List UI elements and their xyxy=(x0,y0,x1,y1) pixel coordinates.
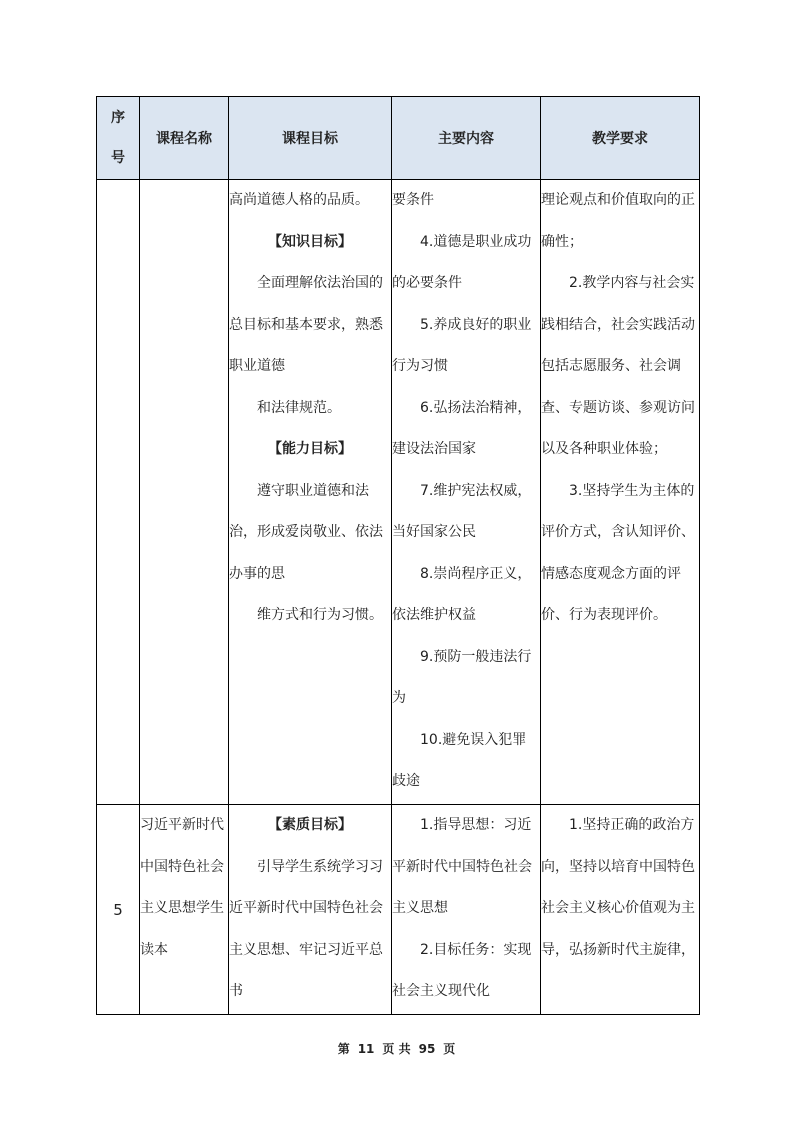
row1-content xyxy=(392,180,541,805)
row2-name: 习近平新时代中国特色社会主义思想学生读本 xyxy=(140,805,229,1015)
row1-content-item: 4.道德是职业成功的必要条件 xyxy=(392,233,532,291)
page-footer xyxy=(0,1040,793,1057)
course-table xyxy=(96,96,700,1015)
row1-goal-knowledge-heading: 【知识目标】 xyxy=(268,233,352,250)
row1-goal-p4: 遵守职业道德和法治，形成爱岗敬业、依法办事的思 xyxy=(229,482,383,582)
table-row xyxy=(97,180,700,805)
header-main-content: 主要内容 xyxy=(392,97,541,180)
row1-req-item: 2.教学内容与社会实践相结合，社会实践活动包括志愿服务、社会调查、专题访谈、参观访问以及各种职业体验； xyxy=(541,275,695,457)
row2-goal-p1: 引导学生系统学习习近平新时代中国特色社会主义思想、牢记习近平总书 xyxy=(229,858,383,999)
row1-content-item: 6.弘扬法治精神，建设法治国家 xyxy=(392,399,532,457)
row2-req xyxy=(541,805,700,1015)
row1-goal-p1: 高尚道德人格的品质。 xyxy=(229,192,369,208)
row1-goal-p2: 全面理解依法治国的总目标和基本要求，熟悉职业道德 xyxy=(229,275,383,374)
header-teaching-req: 教学要求 xyxy=(541,97,700,180)
header-course-name: 课程名称 xyxy=(140,97,229,180)
header-course-goal: 课程目标 xyxy=(229,97,392,180)
header-seq xyxy=(97,97,140,180)
row2-req-item: 1.坚持正确的政治方向，坚持以培育中国特色社会主义核心价值观为主导，弘扬新时代主旋律， xyxy=(541,817,695,958)
row1-content-item: 7.维护宪法权威，当好国家公民 xyxy=(392,482,532,540)
row2-content-item: 1.指导思想：习近平新时代中国特色社会主义思想 xyxy=(392,817,532,916)
row1-content-item: 9.预防一般违法行为 xyxy=(392,648,532,706)
row1-goal-p3: 和法律规范。 xyxy=(257,399,341,416)
row1-content-item: 要条件 xyxy=(392,192,434,208)
row1-seq xyxy=(97,180,140,805)
row2-goal-quality-heading: 【素质目标】 xyxy=(268,817,352,833)
row2-content xyxy=(392,805,541,1015)
row1-goal xyxy=(229,180,392,805)
row1-req xyxy=(541,180,700,805)
row1-req-item: 3.坚持学生为主体的评价方式，含认知评价、情感态度观念方面的评价、行为表现评价。 xyxy=(541,482,695,623)
row2-goal xyxy=(229,805,392,1015)
footer-prefix: 第 xyxy=(337,1042,350,1056)
row1-content-item: 8.崇尚程序正义，依法维护权益 xyxy=(392,565,532,623)
footer-page-number: 11 xyxy=(357,1042,375,1056)
row1-goal-ability-heading: 【能力目标】 xyxy=(268,441,352,457)
footer-total-pages: 95 xyxy=(418,1042,436,1056)
row1-req-item: 理论观点和价值取向的正确性； xyxy=(541,192,695,250)
row2-seq: 5 xyxy=(97,805,140,1015)
table-row xyxy=(97,805,700,1015)
row1-content-item: 10.避免误入犯罪歧途 xyxy=(392,731,527,789)
header-seq-line2: 号 xyxy=(111,150,125,166)
footer-suffix: 页 xyxy=(443,1042,456,1056)
footer-middle: 页 共 xyxy=(382,1042,411,1056)
header-seq-line1: 序 xyxy=(111,110,125,126)
row1-goal-p5: 维方式和行为习惯。 xyxy=(257,607,383,623)
row2-content-item: 2.目标任务：实现社会主义现代化 xyxy=(392,941,532,999)
row1-content-item: 5.养成良好的职业行为习惯 xyxy=(392,316,532,374)
table-header-row xyxy=(97,97,700,180)
row1-name xyxy=(140,180,229,805)
